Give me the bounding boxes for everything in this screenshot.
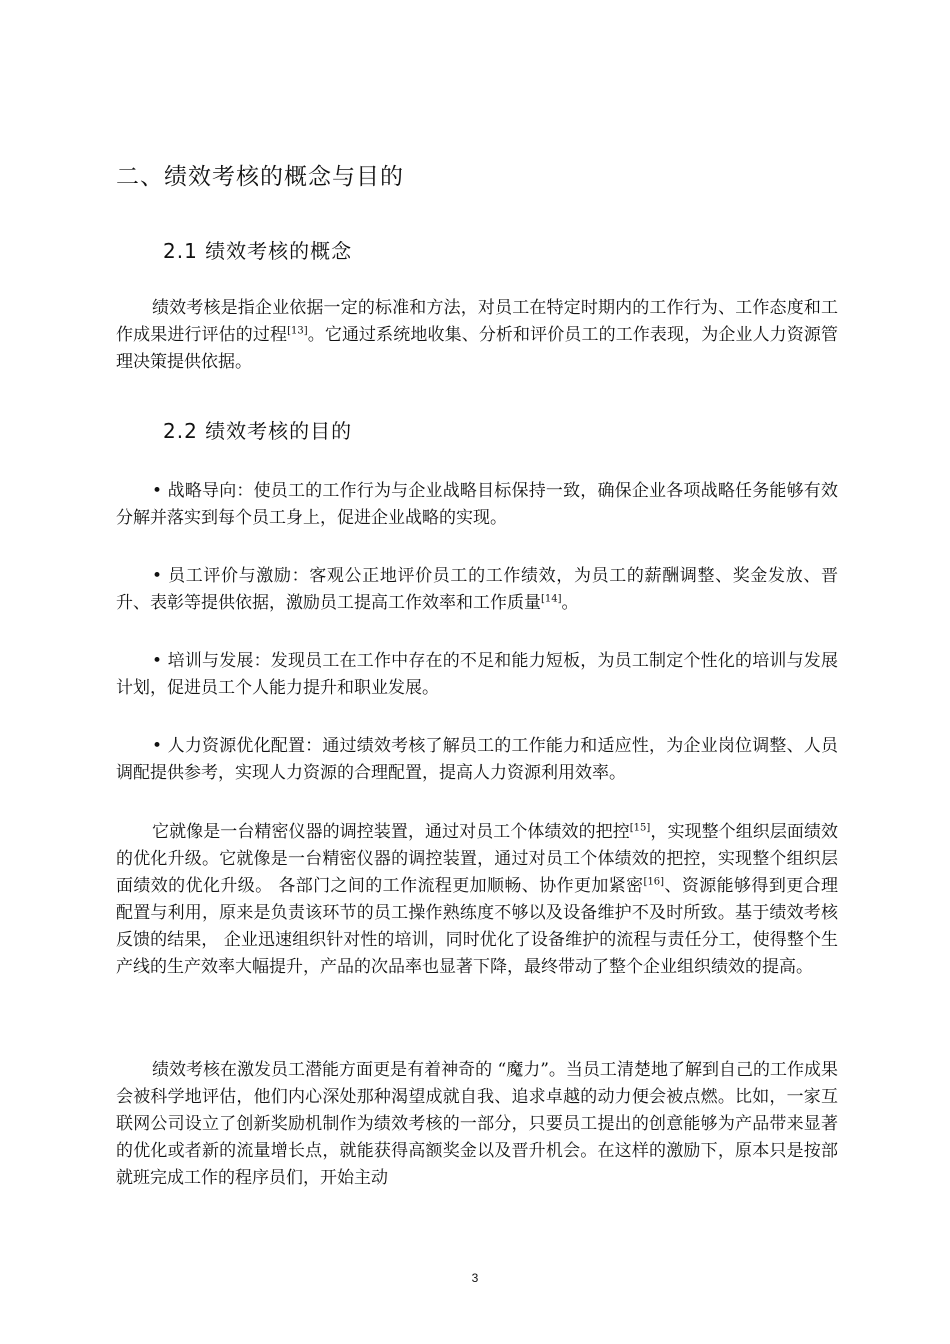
subsection-title-2-1: 2.1 绩效考核的概念 [163,239,353,263]
citation-16: [16] [643,876,665,888]
bullet-training: • 培训与发展：发现员工在工作中存在的不足和能力短板，为员工制定个性化的培训与发展计划，促进员工个人能力提升和职业发展。 [116,651,838,698]
subsection-title-2-2: 2.2 绩效考核的目的 [163,419,353,443]
body-paragraph-1 [116,819,838,981]
citation-13: [13] [287,325,308,337]
citation-14: [14] [541,593,562,605]
paragraph-text: ，实现整个组织层面绩效的优化升级。它就像是一台精密仪器的调控装置，通过对员工个体绩效的把控，实现整个组织层面绩效的优化升级。 各部门之间的工作流程更加顺畅、协作更加紧密 [116,822,839,896]
paragraph-text: 绩效考核是指企业依据一定的标准和方法，对员工在特定时期内的工作行为、工作态度和工作成果进行评估的过程 [116,298,838,345]
bullet-strategy: • 战略导向：使员工的工作行为与企业战略目标保持一致，确保企业各项战略任务能够有效分解并落实到每个员工身上，促进企业战略的实现。 [116,481,838,528]
section-title: 二、绩效考核的概念与目的 [116,164,404,190]
concept-paragraph [116,295,838,376]
bullet-evaluation [116,563,838,617]
page-number: 3 [471,1271,479,1285]
bullet-text: • 员工评价与激励：客观公正地评价员工的工作绩效，为员工的薪酬调整、奖金发放、晋升、表彰等提供依据，激励员工提高工作效率和工作质量 [116,566,838,613]
bullet-allocation: • 人力资源优化配置：通过绩效考核了解员工的工作能力和适应性，为企业岗位调整、人员调配提供参考，实现人力资源的合理配置，提高人力资源利用效率。 [116,736,838,783]
body-paragraph-2: 绩效考核在激发员工潜能方面更是有着神奇的 “魔力”。当员工清楚地了解到自己的工作成果会被科学地评估，他们内心深处那种渴望成就自我、追求卓越的动力便会被点燃。比如，一家互联网公司设立了创新奖励机制作为绩效考核的一部分，只要员工提出的创意能够为产品带来显著的优化或者新的流量增长点，就能获得高额奖金以及晋升机会。在这样的激励下，原本只是按部就班完成工作的程序员们，开始主动 [116,1060,838,1188]
bullet-text: 。 [561,593,579,613]
paragraph-text: 、资源能够得到更合理配置与利用，原来是负责该环节的员工操作熟练度不够以及设备维护不及时所致。基于绩效考核反馈的结果， 企业迅速组织针对性的培训，同时优化了设备维护的流程与责任分工，使得整个生产线的生产效率大幅提升，产品的次品率也显著下降，最终带动了整个企业组织绩效的提高。 [116,876,838,977]
paragraph-text: 。它通过系统地收集、分析和评价员工的工作表现，为企业人力资源管理决策提供依据。 [116,325,839,372]
citation-15: [15] [629,822,651,834]
paragraph-text: 它就像是一台精密仪器的调控装置，通过对员工个体绩效的把控 [152,822,630,842]
